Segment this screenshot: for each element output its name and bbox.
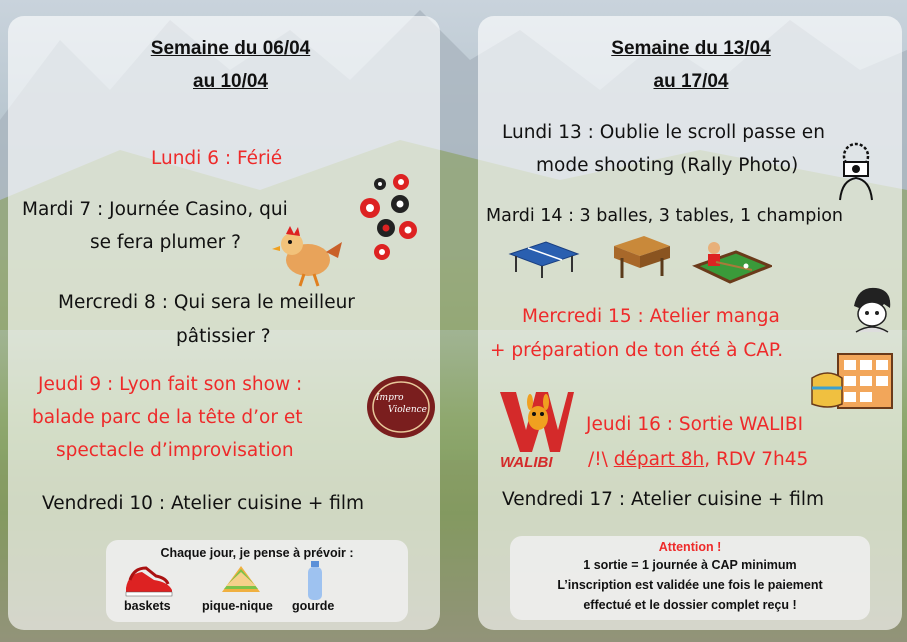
attention-line2: L’inscription est validée une fois le paiement <box>557 578 823 592</box>
monday-13-line1: Lundi 13 : Oublie le scroll passe en <box>502 122 825 143</box>
impro-logo-text-1: Impro <box>376 393 404 403</box>
impro-logo <box>366 375 436 439</box>
item-gourde: gourde <box>292 599 335 613</box>
foosball-table-icon <box>610 232 672 280</box>
meeting-time: , RDV 7h45 <box>704 449 809 470</box>
item-baskets: baskets <box>124 599 171 613</box>
ping-pong-table-icon <box>506 236 580 280</box>
week-1-title-line2: au 10/04 <box>193 71 268 92</box>
manga-icon <box>848 284 896 334</box>
photographer-icon <box>830 142 882 202</box>
daily-essentials-heading: Chaque jour, je pense à prévoir : <box>160 546 354 560</box>
sneakers-icon <box>124 562 174 598</box>
summer-activities-icon <box>808 348 894 412</box>
walibi-logo-text: WALIBI <box>500 454 553 471</box>
monday-13-line2: mode shooting (Rally Photo) <box>536 155 799 176</box>
casino-chips-icon <box>356 170 418 262</box>
rooster-icon <box>268 222 350 288</box>
wednesday-8-line1: Mercredi 8 : Qui sera le meilleur <box>58 292 355 313</box>
monday-6: Lundi 6 : Férié <box>151 148 283 169</box>
friday-17: Vendredi 17 : Atelier cuisine + film <box>502 489 825 510</box>
departure-time: départ 8h <box>613 449 705 470</box>
wednesday-15-line1: Mercredi 15 : Atelier manga <box>522 306 780 327</box>
wednesday-8-line2: pâtissier ? <box>176 326 271 347</box>
impro-logo-text-2: Violence <box>388 405 428 415</box>
week-1-title-line1: Semaine du 06/04 <box>150 38 311 59</box>
attention-line1: 1 sortie = 1 journée à CAP minimum <box>583 558 797 572</box>
item-pique-nique: pique-nique <box>202 599 273 613</box>
sandwich-icon <box>218 562 264 598</box>
daily-essentials-box <box>106 540 408 622</box>
friday-10: Vendredi 10 : Atelier cuisine + film <box>42 493 365 514</box>
week-2-title-line2: au 17/04 <box>653 71 729 92</box>
thursday-16-line2 <box>588 449 808 470</box>
thursday-9-line3: spectacle d’improvisation <box>56 440 294 461</box>
tuesday-14: Mardi 14 : 3 balles, 3 tables, 1 champion <box>486 206 844 226</box>
wednesday-15-line2: + préparation de ton été à CAP. <box>490 340 784 361</box>
attention-box <box>510 536 870 620</box>
warning-sign: /!\ <box>588 449 614 470</box>
attention-heading: Attention ! <box>658 540 722 554</box>
tuesday-7-line2: se fera plumer ? <box>90 232 241 253</box>
water-bottle-icon <box>304 560 326 602</box>
walibi-logo <box>498 390 576 472</box>
thursday-9-line1: Jeudi 9 : Lyon fait son show : <box>38 374 303 395</box>
week-2-title-line1: Semaine du 13/04 <box>611 38 771 59</box>
week-1-panel <box>8 16 440 630</box>
thursday-9-line2: balade parc de la tête d’or et <box>32 407 303 428</box>
attention-line3: effectué et le dossier complet reçu ! <box>583 598 797 612</box>
billiards-table-icon <box>692 236 772 286</box>
tuesday-7-line1: Mardi 7 : Journée Casino, qui <box>22 199 288 220</box>
thursday-16-line1: Jeudi 16 : Sortie WALIBI <box>586 414 804 435</box>
